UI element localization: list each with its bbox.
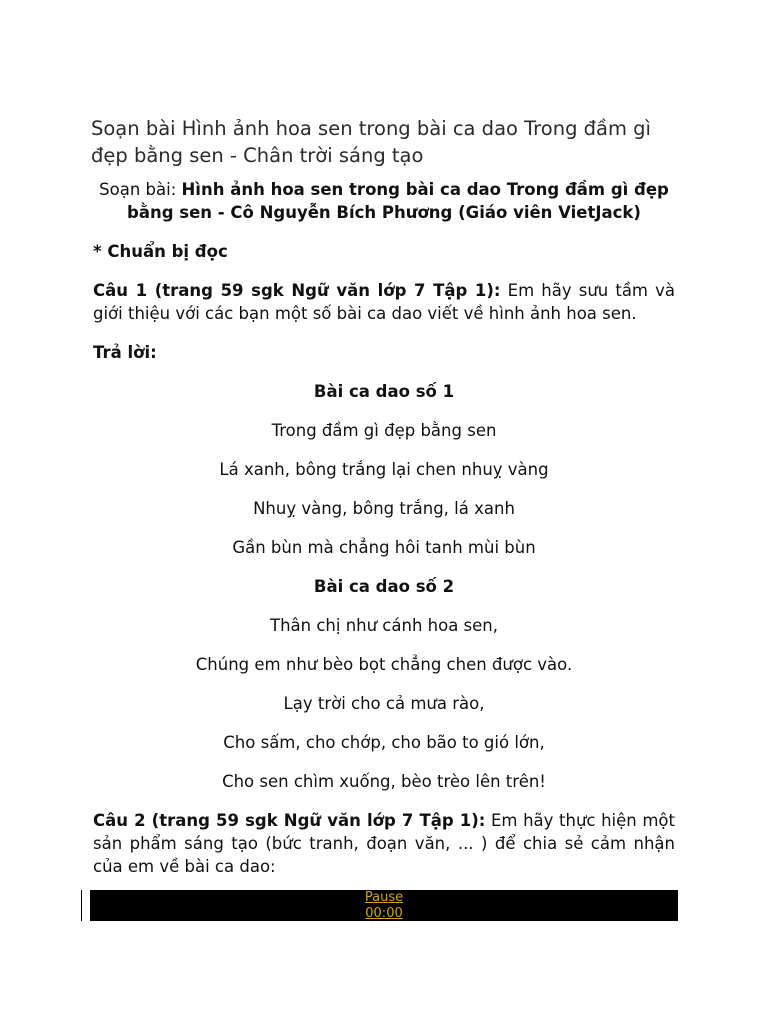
poem-line: Nhuỵ vàng, bông trắng, lá xanh: [253, 499, 515, 518]
page-title: Soạn bài Hình ảnh hoa sen trong bài ca dao Trong đầm gì đẹp bằng sen - Chân trời sáng tạo: [91, 117, 651, 167]
question-2-text: Em hãy thực hiện một sản phẩm sáng tạo (bức tranh, đoạn văn, ... ) để chia sẻ cảm nhận của em về bài ca dao:: [93, 811, 675, 876]
answer-label: Trả lời:: [93, 343, 157, 362]
subtitle-bold: Hình ảnh hoa sen trong bài ca dao Trong đầm gì đẹp bằng sen - Cô Nguyễn Bích Phương (Giáo viên VietJack): [127, 180, 669, 222]
section-heading: * Chuẩn bị đọc: [93, 242, 228, 261]
poem-line: Lạy trời cho cả mưa rào,: [283, 694, 485, 713]
question-1-label: Câu 1 (trang 59 sgk Ngữ văn lớp 7 Tập 1):: [93, 281, 501, 300]
poem-line: Cho sen chìm xuống, bèo trèo lên trên!: [222, 772, 546, 791]
time-display[interactable]: 00:00: [365, 905, 403, 921]
question-1: [93, 279, 675, 325]
poem-line: Lá xanh, bông trắng lại chen nhuỵ vàng: [219, 460, 549, 479]
article-content: [93, 178, 675, 894]
poem-line: Gần bùn mà chẳng hôi tanh mùi bùn: [232, 538, 536, 557]
poem-2-title: Bài ca dao số 2: [313, 577, 455, 596]
question-1-text: Em hãy sưu tầm và giới thiệu với các bạn một số bài ca dao viết về hình ảnh hoa sen.: [93, 281, 675, 323]
video-player[interactable]: [90, 890, 678, 921]
poem-1-title: Bài ca dao số 1: [313, 382, 455, 401]
question-2-label: Câu 2 (trang 59 sgk Ngữ văn lớp 7 Tập 1):: [93, 811, 486, 830]
pause-button[interactable]: Pause: [364, 890, 404, 905]
poem-line: Chúng em như bèo bọt chẳng chen được vào.: [195, 655, 573, 674]
article-subtitle: [93, 178, 675, 224]
poem-line: Cho sấm, cho chớp, cho bão to gió lớn,: [223, 733, 545, 752]
divider-bar: [81, 890, 82, 921]
poem-line: Trong đầm gì đẹp bằng sen: [271, 421, 497, 440]
subtitle-prefix: Soạn bài:: [99, 180, 182, 199]
question-2: [93, 809, 675, 878]
poem-line: Thân chị như cánh hoa sen,: [269, 616, 499, 635]
